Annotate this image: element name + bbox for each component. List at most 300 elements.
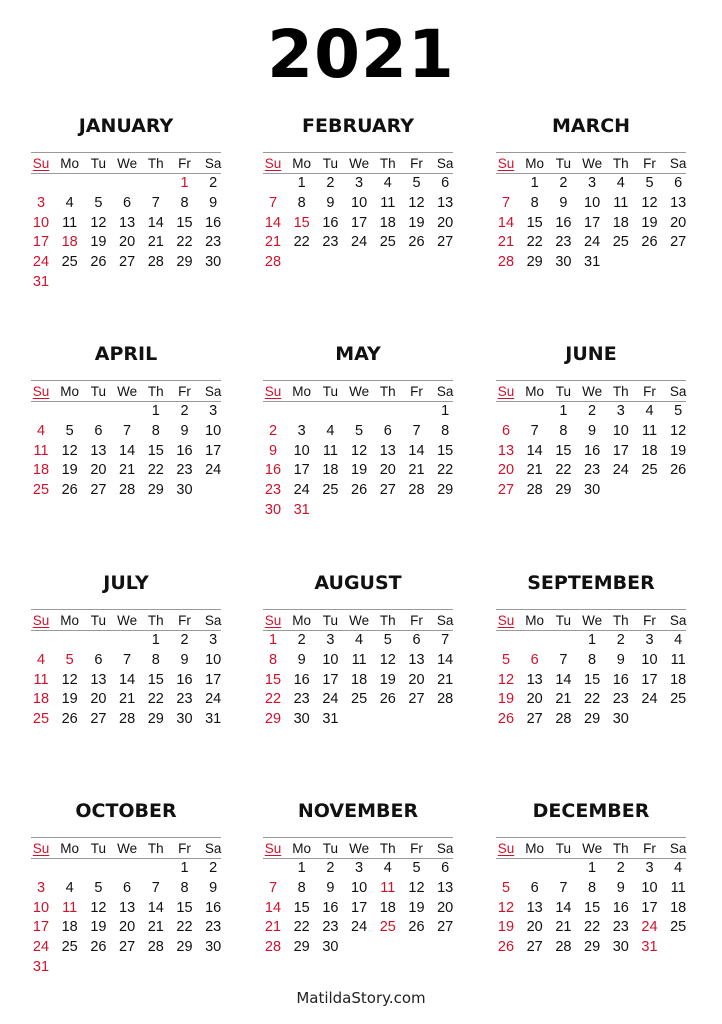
weekday-mo: Mo <box>60 613 80 628</box>
day-cell: 26 <box>670 462 687 479</box>
day-cell: 21 <box>408 462 425 479</box>
weekday-mo: Mo <box>292 156 312 171</box>
day-cell: 30 <box>264 502 282 518</box>
day-cell: 20 <box>408 671 425 688</box>
day-cell: 12 <box>90 214 107 231</box>
day-cell: 5 <box>383 632 392 648</box>
weekday-mo: Mo <box>525 613 545 628</box>
day-cell: 9 <box>326 879 335 896</box>
day-cell: 5 <box>645 175 654 191</box>
day-cell: 19 <box>497 919 515 936</box>
day-cell: 11 <box>380 194 396 211</box>
day-cell: 29 <box>147 482 164 499</box>
day-cell: 16 <box>584 442 601 459</box>
day-cell: 30 <box>176 711 193 728</box>
day-cell: 4 <box>65 194 74 211</box>
day-cell: 30 <box>612 939 629 956</box>
day-cell: 15 <box>437 442 454 459</box>
weekday-header <box>263 156 453 172</box>
day-cell: 3 <box>588 175 597 191</box>
day-cell: 18 <box>61 234 78 251</box>
weekday-sa: Sa <box>436 156 454 171</box>
day-cell: 16 <box>293 671 310 688</box>
day-cell: 14 <box>147 214 164 231</box>
day-cell: 4 <box>674 860 683 876</box>
day-grid <box>263 175 453 295</box>
month-name: FEBRUARY <box>302 115 414 137</box>
day-cell: 31 <box>32 959 50 975</box>
day-cell: 26 <box>408 919 425 936</box>
day-cell: 27 <box>119 939 136 956</box>
day-cell: 24 <box>32 254 50 271</box>
day-cell: 7 <box>501 194 511 211</box>
weekday-fr: Fr <box>643 613 656 628</box>
weekday-sa: Sa <box>204 841 222 856</box>
weekday-su: Su <box>32 841 50 856</box>
day-cell: 31 <box>32 274 50 290</box>
weekday-tu: Tu <box>555 841 572 856</box>
day-cell: 24 <box>641 919 658 936</box>
weekday-th: Th <box>612 841 629 856</box>
day-cell: 13 <box>119 899 136 916</box>
day-cell: 10 <box>293 442 310 459</box>
day-cell: 8 <box>441 422 450 439</box>
day-cell: 9 <box>326 194 335 211</box>
weekday-sa: Sa <box>436 384 454 399</box>
divider-bottom <box>263 401 453 402</box>
day-cell: 10 <box>205 651 222 668</box>
day-cell: 10 <box>351 194 368 211</box>
month-name: MAY <box>335 343 381 365</box>
weekday-tu: Tu <box>90 384 107 399</box>
day-cell: 17 <box>351 899 368 916</box>
day-cell: 6 <box>383 422 392 439</box>
weekday-header <box>496 841 686 857</box>
day-cell: 29 <box>176 939 193 956</box>
weekday-su: Su <box>497 384 515 399</box>
divider-top <box>31 609 221 610</box>
day-cell: 10 <box>641 879 658 896</box>
day-cell: 17 <box>351 214 368 231</box>
day-grid <box>31 403 221 523</box>
day-cell: 12 <box>497 671 515 688</box>
day-cell: 1 <box>268 632 278 648</box>
weekday-header <box>263 841 453 857</box>
day-cell: 6 <box>123 194 132 211</box>
divider-bottom <box>31 630 221 631</box>
day-grid <box>263 860 453 980</box>
day-cell: 9 <box>588 422 597 439</box>
day-cell: 5 <box>501 651 511 668</box>
day-cell: 30 <box>555 254 572 271</box>
day-cell: 10 <box>612 422 629 439</box>
day-cell: 22 <box>584 919 601 936</box>
day-cell: 18 <box>612 214 629 231</box>
weekday-su: Su <box>497 613 515 628</box>
day-cell: 12 <box>379 651 396 668</box>
weekday-su: Su <box>264 841 282 856</box>
day-cell: 10 <box>584 194 601 211</box>
day-cell: 10 <box>641 651 658 668</box>
day-cell: 4 <box>383 860 392 876</box>
day-cell: 21 <box>119 691 136 708</box>
day-cell: 28 <box>119 711 136 728</box>
day-cell: 30 <box>176 482 193 499</box>
day-cell: 21 <box>147 919 164 936</box>
day-cell: 21 <box>437 671 454 688</box>
divider-top <box>31 837 221 838</box>
weekday-header <box>496 613 686 629</box>
day-cell: 4 <box>36 422 46 439</box>
day-cell: 25 <box>32 482 50 499</box>
day-cell: 3 <box>209 632 218 648</box>
day-cell: 28 <box>264 939 282 956</box>
day-cell: 9 <box>180 651 189 668</box>
weekday-sa: Sa <box>204 384 222 399</box>
divider-top <box>31 380 221 381</box>
weekday-header <box>31 841 221 857</box>
weekday-fr: Fr <box>178 384 191 399</box>
day-cell: 16 <box>322 899 339 916</box>
weekday-th: Th <box>379 384 396 399</box>
day-cell: 8 <box>559 422 568 439</box>
day-cell: 29 <box>293 939 310 956</box>
weekday-su: Su <box>32 613 50 628</box>
divider-bottom <box>496 630 686 631</box>
weekday-we: We <box>117 841 138 856</box>
weekday-mo: Mo <box>60 384 80 399</box>
day-cell: 15 <box>293 214 310 231</box>
day-cell: 11 <box>33 442 49 459</box>
day-grid <box>496 403 686 523</box>
day-cell: 11 <box>641 422 658 439</box>
day-cell: 14 <box>147 899 164 916</box>
day-cell: 22 <box>176 234 193 251</box>
divider-top <box>496 380 686 381</box>
month-name: APRIL <box>94 343 158 365</box>
day-cell: 26 <box>497 939 515 956</box>
day-cell: 2 <box>326 860 335 876</box>
day-cell: 27 <box>526 711 543 728</box>
day-cell: 18 <box>351 671 368 688</box>
day-cell: 17 <box>641 899 658 916</box>
day-cell: 11 <box>380 879 396 896</box>
day-cell: 31 <box>584 254 601 271</box>
day-cell: 25 <box>61 939 78 956</box>
day-cell: 3 <box>355 860 364 876</box>
day-cell: 6 <box>674 175 683 191</box>
day-cell: 25 <box>670 919 687 936</box>
day-cell: 25 <box>612 234 629 251</box>
day-cell: 2 <box>588 403 597 419</box>
day-cell: 3 <box>645 860 654 876</box>
weekday-we: We <box>582 613 603 628</box>
day-cell: 22 <box>526 234 543 251</box>
day-cell: 4 <box>674 632 683 648</box>
day-cell: 17 <box>32 234 50 251</box>
day-cell: 13 <box>408 651 425 668</box>
day-cell: 13 <box>670 194 687 211</box>
divider-bottom <box>31 173 221 174</box>
weekday-th: Th <box>379 613 396 628</box>
weekday-we: We <box>349 156 370 171</box>
day-cell: 3 <box>36 194 46 211</box>
day-cell: 8 <box>151 422 160 439</box>
day-cell: 11 <box>322 442 338 459</box>
day-cell: 17 <box>584 214 601 231</box>
day-cell: 15 <box>584 671 601 688</box>
day-cell: 15 <box>176 899 193 916</box>
day-cell: 10 <box>322 651 339 668</box>
day-cell: 2 <box>209 860 218 876</box>
day-cell: 23 <box>322 234 339 251</box>
day-cell: 19 <box>408 214 425 231</box>
day-cell: 4 <box>355 632 364 648</box>
divider-bottom <box>496 858 686 859</box>
day-cell: 31 <box>322 711 339 728</box>
day-cell: 24 <box>584 234 601 251</box>
day-cell: 17 <box>612 442 629 459</box>
day-cell: 25 <box>61 254 78 271</box>
day-cell: 9 <box>209 879 218 896</box>
day-cell: 28 <box>147 939 164 956</box>
day-cell: 30 <box>322 939 339 956</box>
divider-top <box>496 837 686 838</box>
divider-bottom <box>496 173 686 174</box>
day-cell: 26 <box>497 711 515 728</box>
day-cell: 27 <box>90 482 107 499</box>
day-cell: 16 <box>176 442 193 459</box>
day-cell: 29 <box>264 711 282 728</box>
divider-bottom <box>263 173 453 174</box>
day-cell: 12 <box>408 879 425 896</box>
day-cell: 25 <box>322 482 339 499</box>
day-cell: 4 <box>383 175 392 191</box>
day-cell: 16 <box>322 214 339 231</box>
day-cell: 9 <box>616 879 625 896</box>
day-cell: 28 <box>526 482 543 499</box>
day-cell: 11 <box>62 214 78 231</box>
day-cell: 7 <box>412 422 421 439</box>
day-cell: 8 <box>588 651 597 668</box>
day-cell: 6 <box>412 632 421 648</box>
divider-bottom <box>263 630 453 631</box>
day-cell: 25 <box>379 919 396 936</box>
weekday-mo: Mo <box>292 841 312 856</box>
day-cell: 20 <box>670 214 687 231</box>
day-cell: 26 <box>61 711 78 728</box>
day-cell: 29 <box>584 939 601 956</box>
day-cell: 9 <box>297 651 306 668</box>
day-cell: 2 <box>297 632 306 648</box>
day-cell: 30 <box>293 711 310 728</box>
day-cell: 2 <box>559 175 568 191</box>
weekday-we: We <box>349 613 370 628</box>
day-cell: 7 <box>123 422 132 439</box>
day-cell: 19 <box>641 214 658 231</box>
weekday-su: Su <box>264 613 282 628</box>
weekday-fr: Fr <box>410 613 423 628</box>
day-cell: 8 <box>297 194 306 211</box>
day-cell: 28 <box>264 254 282 271</box>
weekday-th: Th <box>147 384 164 399</box>
day-cell: 31 <box>641 939 658 956</box>
day-cell: 15 <box>293 899 310 916</box>
month-name: SEPTEMBER <box>527 572 655 594</box>
day-cell: 20 <box>497 462 515 479</box>
weekday-mo: Mo <box>525 841 545 856</box>
day-cell: 25 <box>670 691 687 708</box>
divider-bottom <box>31 401 221 402</box>
day-cell: 5 <box>65 422 74 439</box>
day-cell: 4 <box>616 175 625 191</box>
day-cell: 6 <box>530 651 539 668</box>
day-cell: 8 <box>530 194 539 211</box>
day-cell: 6 <box>94 651 103 668</box>
day-cell: 19 <box>408 899 425 916</box>
weekday-su: Su <box>497 156 515 171</box>
day-cell: 15 <box>526 214 543 231</box>
day-cell: 19 <box>497 691 515 708</box>
day-cell: 12 <box>670 422 687 439</box>
day-cell: 23 <box>612 691 629 708</box>
day-cell: 4 <box>36 651 46 668</box>
day-cell: 2 <box>180 632 189 648</box>
weekday-mo: Mo <box>292 613 312 628</box>
day-cell: 1 <box>588 632 597 648</box>
day-cell: 19 <box>351 462 368 479</box>
day-cell: 23 <box>293 691 310 708</box>
day-cell: 17 <box>322 671 339 688</box>
day-cell: 9 <box>559 194 568 211</box>
day-cell: 14 <box>119 671 136 688</box>
day-cell: 9 <box>616 651 625 668</box>
day-cell: 11 <box>62 899 78 916</box>
day-cell: 14 <box>264 214 282 231</box>
day-grid <box>263 632 453 752</box>
day-cell: 27 <box>526 939 543 956</box>
day-cell: 1 <box>297 860 306 876</box>
divider-top <box>31 152 221 153</box>
day-cell: 11 <box>613 194 629 211</box>
day-cell: 24 <box>641 691 658 708</box>
day-cell: 21 <box>526 462 543 479</box>
weekday-su: Su <box>497 841 515 856</box>
day-cell: 30 <box>205 254 222 271</box>
day-cell: 19 <box>61 691 78 708</box>
day-cell: 24 <box>205 462 222 479</box>
day-cell: 16 <box>555 214 572 231</box>
day-cell: 7 <box>123 651 132 668</box>
day-cell: 2 <box>268 422 278 439</box>
day-cell: 10 <box>32 899 50 916</box>
day-cell: 7 <box>151 194 160 211</box>
day-cell: 2 <box>180 403 189 419</box>
divider-top <box>263 152 453 153</box>
day-cell: 24 <box>322 691 339 708</box>
weekday-sa: Sa <box>669 613 687 628</box>
weekday-we: We <box>582 156 603 171</box>
day-cell: 24 <box>293 482 310 499</box>
weekday-tu: Tu <box>322 613 339 628</box>
day-cell: 20 <box>90 691 107 708</box>
day-grid <box>496 860 686 980</box>
weekday-tu: Tu <box>555 384 572 399</box>
day-cell: 22 <box>437 462 454 479</box>
weekday-fr: Fr <box>410 841 423 856</box>
day-cell: 16 <box>264 462 282 479</box>
day-cell: 26 <box>90 939 107 956</box>
month-name: AUGUST <box>314 572 402 594</box>
day-cell: 4 <box>645 403 654 419</box>
day-cell: 19 <box>61 462 78 479</box>
divider-top <box>496 609 686 610</box>
weekday-th: Th <box>379 156 396 171</box>
weekday-header <box>496 156 686 172</box>
weekday-tu: Tu <box>90 156 107 171</box>
day-cell: 19 <box>670 442 687 459</box>
day-cell: 2 <box>616 860 625 876</box>
day-cell: 5 <box>501 879 511 896</box>
day-cell: 30 <box>612 711 629 728</box>
day-cell: 23 <box>584 462 601 479</box>
weekday-fr: Fr <box>178 156 191 171</box>
day-cell: 28 <box>437 691 454 708</box>
day-cell: 18 <box>670 671 687 688</box>
day-cell: 14 <box>526 442 543 459</box>
day-cell: 28 <box>555 939 572 956</box>
day-cell: 27 <box>408 691 425 708</box>
day-cell: 2 <box>616 632 625 648</box>
day-cell: 14 <box>497 214 515 231</box>
weekday-mo: Mo <box>292 384 312 399</box>
day-grid <box>31 860 221 980</box>
day-cell: 13 <box>90 442 107 459</box>
day-cell: 3 <box>36 879 46 896</box>
day-cell: 13 <box>526 899 543 916</box>
weekday-header <box>31 156 221 172</box>
day-cell: 7 <box>530 422 539 439</box>
weekday-we: We <box>117 384 138 399</box>
day-cell: 10 <box>351 879 368 896</box>
day-cell: 13 <box>437 194 454 211</box>
day-cell: 5 <box>65 651 74 668</box>
day-cell: 13 <box>119 214 136 231</box>
day-cell: 23 <box>205 234 222 251</box>
weekday-tu: Tu <box>90 841 107 856</box>
day-cell: 24 <box>351 919 368 936</box>
weekday-su: Su <box>264 384 282 399</box>
day-cell: 21 <box>147 234 164 251</box>
day-cell: 5 <box>412 860 421 876</box>
divider-bottom <box>496 401 686 402</box>
day-cell: 20 <box>526 691 543 708</box>
day-cell: 5 <box>355 422 364 439</box>
day-cell: 14 <box>555 899 572 916</box>
day-cell: 26 <box>61 482 78 499</box>
weekday-th: Th <box>612 384 629 399</box>
day-cell: 9 <box>209 194 218 211</box>
day-cell: 26 <box>351 482 368 499</box>
day-cell: 3 <box>616 403 625 419</box>
day-cell: 1 <box>151 632 160 648</box>
day-cell: 17 <box>32 919 50 936</box>
day-cell: 8 <box>297 879 306 896</box>
day-cell: 4 <box>326 422 335 439</box>
day-cell: 15 <box>264 671 282 688</box>
day-cell: 8 <box>151 651 160 668</box>
day-cell: 6 <box>441 860 450 876</box>
